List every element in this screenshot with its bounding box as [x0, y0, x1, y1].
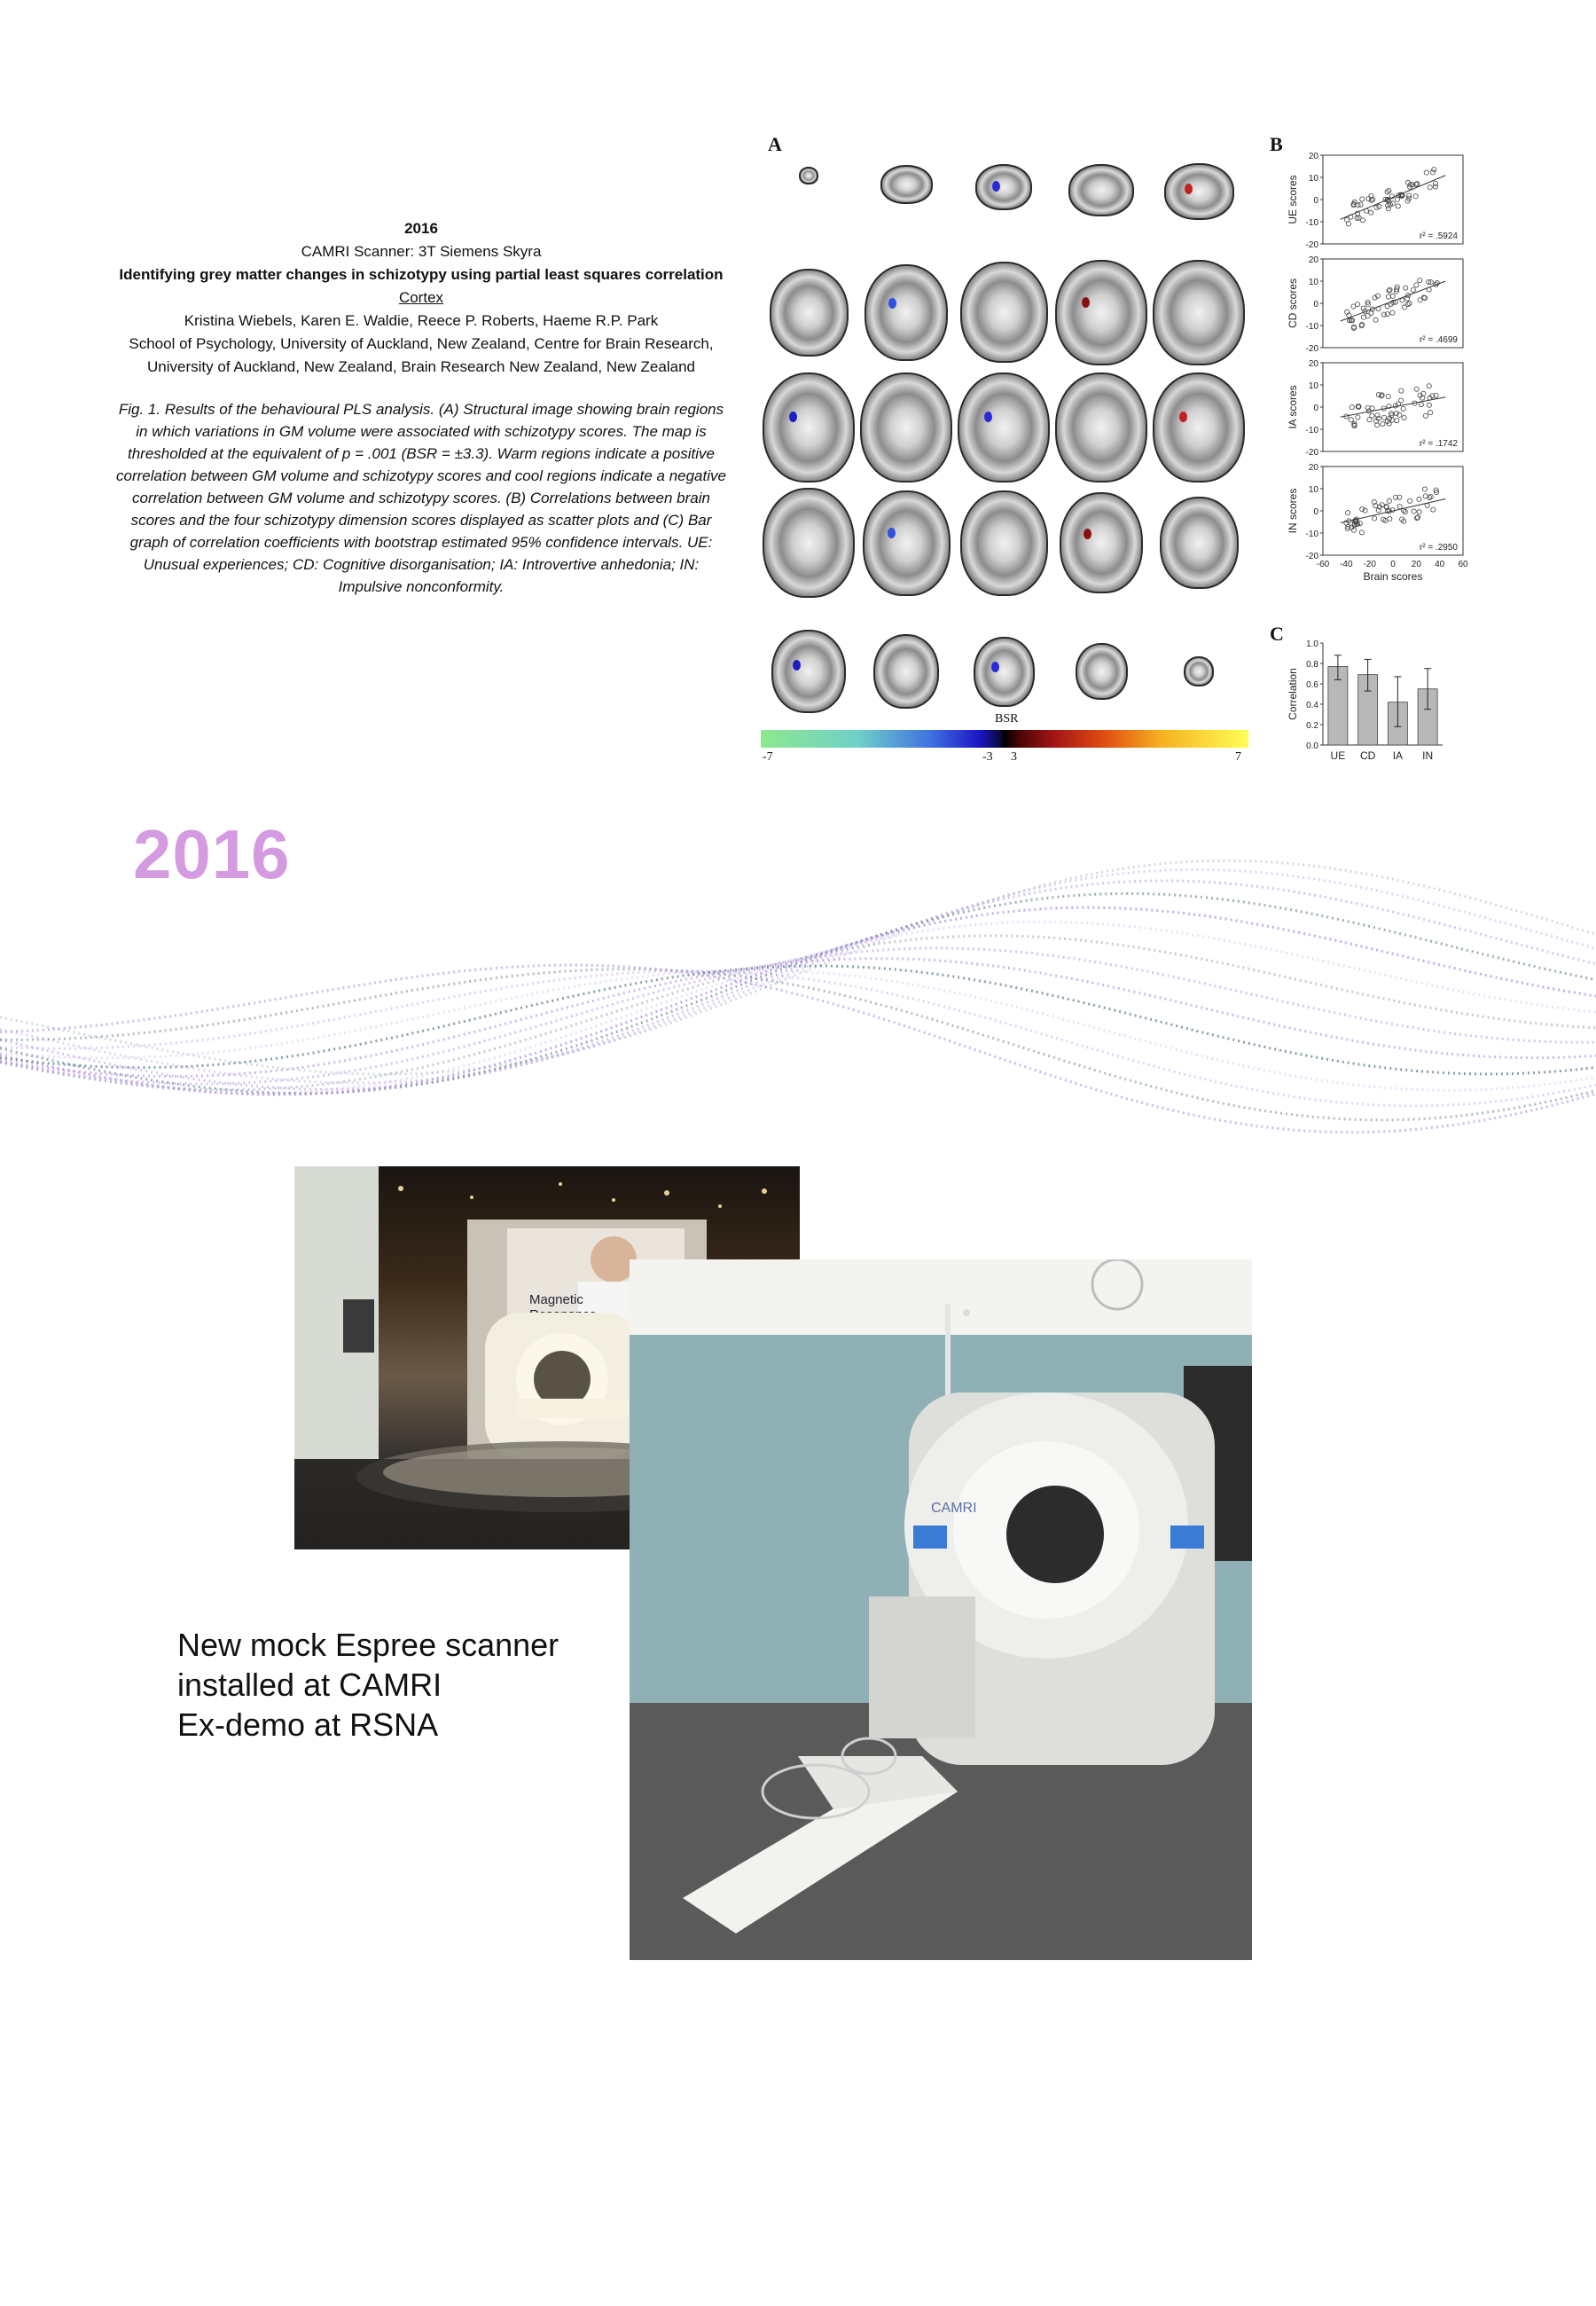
brain-slice — [975, 164, 1032, 210]
mock-scanner-caption — [177, 1625, 559, 1745]
x-tick-label: -40 — [1340, 560, 1353, 569]
bar-category-label: IA — [1392, 749, 1404, 762]
y-tick-label: 10 — [1308, 278, 1318, 287]
scanner-brand-label: CAMRI — [931, 1501, 977, 1516]
brain-slice — [1153, 260, 1245, 365]
brain-slice — [960, 490, 1048, 596]
brain-slice — [864, 264, 948, 361]
brain-slice — [1160, 497, 1239, 589]
x-tick-label: 40 — [1435, 560, 1445, 569]
r2-label: r² = .2950 — [1419, 543, 1458, 553]
wave-strand — [0, 922, 1596, 1093]
brain-slice — [1184, 656, 1214, 686]
bar-y-tick-label: 0.0 — [1306, 741, 1318, 751]
panel-a-letter: A — [768, 133, 782, 155]
y-tick-label: 0 — [1313, 300, 1318, 310]
camri-scanner-illustration — [630, 1259, 1252, 1960]
camri-scanner-photo — [630, 1259, 1252, 1960]
y-tick-label: -10 — [1305, 322, 1318, 332]
x-tick-label: 20 — [1411, 560, 1421, 569]
activation-blob — [789, 412, 797, 422]
colorbar-tick: -7 — [763, 750, 773, 764]
panel-b-letter: B — [1270, 133, 1283, 155]
brain-slice — [1164, 163, 1234, 220]
brain-slice — [799, 167, 818, 184]
y-tick-label: 20 — [1308, 255, 1318, 265]
bar-y-tick-label: 0.8 — [1306, 660, 1318, 670]
brain-slice — [974, 637, 1035, 707]
colorbar-tick: 3 — [1011, 750, 1017, 764]
brain-slice — [860, 373, 952, 482]
activation-blob — [1082, 297, 1090, 308]
paper-authors: Kristina Wiebels, Karen E. Waldie, Reece P. Roberts, Haeme R.P. Park — [184, 312, 659, 329]
scatter-frame — [1323, 155, 1463, 244]
brain-slice — [1153, 373, 1245, 482]
paper-year: 2016 — [404, 220, 438, 237]
y-tick-label: -10 — [1305, 218, 1318, 228]
brain-slice-montage — [758, 151, 1264, 736]
mock-caption-line: installed at CAMRI — [177, 1667, 442, 1703]
y-axis-label: IA scores — [1287, 385, 1299, 429]
activation-blob — [888, 528, 896, 538]
activation-blob — [888, 298, 896, 309]
brain-slice — [863, 490, 951, 596]
big-year-heading: 2016 — [133, 815, 291, 893]
wave-strand — [0, 970, 1596, 1091]
wave-strand — [0, 969, 1596, 1120]
colorbar-label: BSR — [995, 712, 1019, 726]
bar-y-tick-label: 0.2 — [1306, 721, 1318, 731]
activation-blob — [1179, 412, 1187, 422]
wave-strand — [0, 907, 1596, 1094]
decorative-wave — [0, 851, 1596, 1180]
brain-slice — [1060, 492, 1143, 593]
wave-strand — [0, 959, 1596, 1077]
brain-slice — [763, 373, 855, 482]
mock-caption-line: Ex-demo at RSNA — [177, 1706, 439, 1743]
brain-slice — [1076, 643, 1128, 700]
y-tick-label: -20 — [1305, 240, 1318, 250]
bar-category-label: CD — [1359, 749, 1376, 762]
booth-banner-line1: Magnetic — [529, 1292, 583, 1307]
activation-blob — [984, 412, 992, 422]
bar-y-tick-label: 0.6 — [1306, 680, 1318, 690]
paper-info — [115, 217, 727, 598]
r2-label: r² = .4699 — [1419, 335, 1458, 345]
figure-caption: Fig. 1. Results of the behavioural PLS analysis. (A) Structural image showing brain regions in which variations in GM volume were associated with schizotypy scores. The map is thresholded at the equivalent of p = .001 (BSR = ±3.3). Warm regions indicate a positive correlation between GM volume and schizotypy scores and cool regions indicate a negative correlation between GM volume and schizotypy scores. (B) Correlations between brain scores and the four schizotypy dimension scores displayed as scatter plots and (C) Bar graph of correlation coefficients with bootstrap estimated 95% confidence intervals. UE: Unusual experiences; CD: Cognitive disorganisation; IA: Introvertive anhedonia; IN: Impulsive nonconformity. — [116, 401, 726, 595]
y-tick-label: -20 — [1305, 552, 1318, 561]
activation-blob — [1084, 529, 1091, 539]
activation-blob — [793, 660, 801, 671]
y-tick-label: 0 — [1313, 404, 1318, 413]
bsr-colorbar — [761, 730, 1248, 748]
journal-link[interactable]: Cortex — [398, 289, 444, 306]
panel-c-letter: C — [1270, 623, 1284, 645]
wave-strand — [0, 860, 1596, 1074]
y-axis-label: CD scores — [1287, 278, 1299, 329]
bar-y-tick-label: 0.4 — [1306, 701, 1318, 710]
scatter-and-bar-plots — [1277, 146, 1490, 776]
brain-slice — [1068, 164, 1134, 216]
brain-slice — [960, 262, 1048, 363]
y-tick-label: 20 — [1308, 152, 1318, 161]
bar-y-tick-label: 1.0 — [1306, 639, 1318, 649]
activation-blob — [991, 662, 999, 672]
y-tick-label: -20 — [1305, 448, 1318, 458]
r2-label: r² = .5924 — [1419, 231, 1458, 241]
scanner-name: CAMRI Scanner: 3T Siemens Skyra — [301, 243, 542, 260]
activation-blob — [992, 181, 1000, 192]
paper-title: Identifying grey matter changes in schizotypy using partial least squares correlation — [119, 266, 724, 283]
x-axis-label: Brain scores — [1363, 570, 1423, 583]
y-tick-label: 20 — [1308, 463, 1318, 473]
y-tick-label: -10 — [1305, 426, 1318, 435]
brain-slice — [770, 269, 849, 357]
brain-slice — [880, 165, 933, 204]
x-tick-label: 60 — [1458, 560, 1468, 569]
r2-label: r² = .1742 — [1419, 439, 1458, 449]
paper-affiliation: School of Psychology, University of Auckland, New Zealand, Centre for Brain Research, University of Auckland, New Zealand, Brain Research New Zealand, New Zealand — [129, 335, 714, 375]
brain-slice — [958, 373, 1050, 482]
wave-strand — [0, 870, 1596, 1083]
brain-slice — [1055, 260, 1147, 365]
wave-strand — [0, 971, 1596, 1106]
bar-category-label: IN — [1422, 749, 1434, 762]
y-tick-label: 0 — [1313, 196, 1318, 206]
bar-category-label: UE — [1330, 749, 1346, 762]
y-tick-label: 10 — [1308, 485, 1318, 495]
colorbar-tick: 7 — [1235, 750, 1241, 764]
x-tick-label: 0 — [1390, 560, 1396, 569]
brain-slice — [771, 630, 846, 713]
y-tick-label: 20 — [1308, 359, 1318, 369]
y-tick-label: -20 — [1305, 344, 1318, 354]
brain-slice — [763, 488, 855, 598]
x-tick-label: -20 — [1363, 560, 1376, 569]
brain-slice — [873, 634, 939, 709]
y-tick-label: 10 — [1308, 174, 1318, 184]
y-tick-label: -10 — [1305, 529, 1318, 539]
mock-caption-line: New mock Espree scanner — [177, 1627, 559, 1663]
x-tick-label: -60 — [1316, 560, 1330, 569]
y-axis-label: IN scores — [1287, 488, 1299, 534]
brain-slice — [1055, 373, 1147, 482]
y-tick-label: 10 — [1308, 381, 1318, 391]
activation-blob — [1185, 184, 1193, 194]
bar-y-axis-label: Correlation — [1287, 668, 1299, 720]
colorbar-tick: -3 — [982, 750, 993, 764]
y-tick-label: 0 — [1313, 507, 1318, 517]
y-axis-label: UE scores — [1287, 175, 1299, 224]
